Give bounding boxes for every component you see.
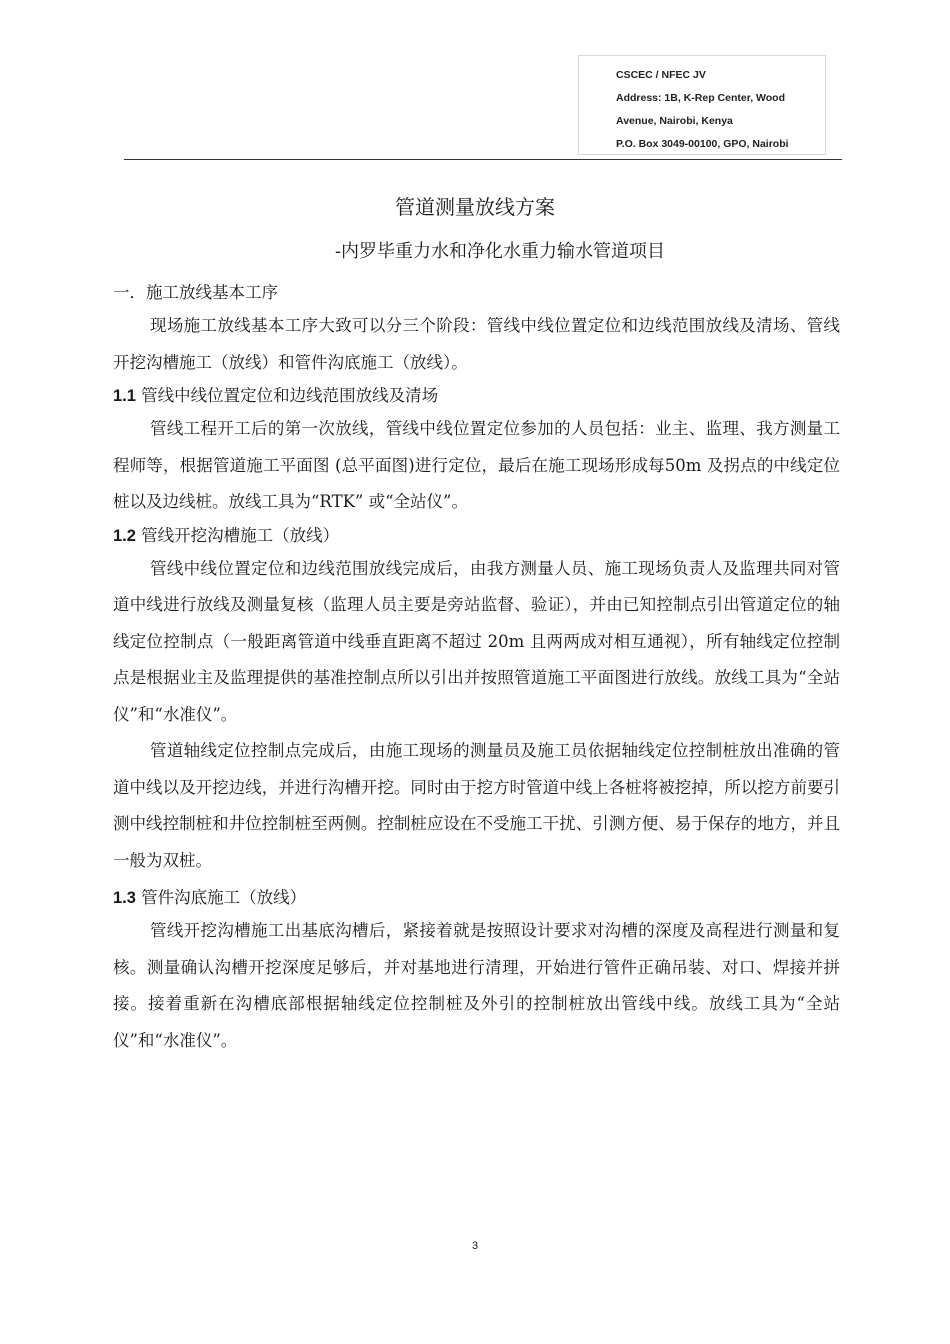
paragraph-1-2-a: 管线中线位置定位和边线范围放线完成后，由我方测量人员、施工现场负责人及监理共同对管道中线进行放线及测量复核（监理人员主要是旁站监督、验证），并由已知控制点引出管道定位的轴线定位控制点（一般距离管道中线垂直距离不超过 20m 且两两成对相互通视），所有轴线定位控制点是根据业主及监理提供的基准控制点所以引出并按照管道施工平面图进行放线。放线工具为“全站仪”和“水准仪”。 <box>113 558 840 724</box>
paragraph-section-1: 现场施工放线基本工序大致可以分三个阶段：管线中线位置定位和边线范围放线及清场、管线开挖沟槽施工（放线）和管件沟底施工（放线）。 <box>113 316 840 372</box>
subsection-title: 管线开挖沟槽施工（放线） <box>135 525 340 545</box>
address-line-2: Avenue, Nairobi, Kenya <box>616 115 733 127</box>
page-number: 3 <box>471 1240 479 1252</box>
po-box: P.O. Box 3049-00100, GPO, Nairobi <box>616 138 789 150</box>
subsection-number: 1.1 <box>113 387 136 405</box>
subsection-heading-1-2 <box>113 521 840 551</box>
subsection-number: 1.2 <box>113 526 136 545</box>
subsection-heading-1-3 <box>113 883 840 913</box>
subsection-heading-1-1 <box>113 381 840 411</box>
company-name: CSCEC / NFEC JV <box>616 69 706 81</box>
subsection-title: 管件沟底施工（放线） <box>135 888 307 907</box>
section-heading-1: 一．施工放线基本工序 <box>113 283 278 302</box>
address-line-1: Address: 1B, K-Rep Center, Wood <box>616 92 785 104</box>
document-title: 管道测量放线方案 <box>395 195 555 219</box>
subsection-number: 1.3 <box>113 889 136 907</box>
company-address-box <box>578 55 826 155</box>
document-body <box>113 278 840 1059</box>
header-divider <box>124 159 842 160</box>
document-subtitle: -内罗毕重力水和净化水重力输水管道项目 <box>334 241 666 262</box>
subsection-title: 管线中线位置定位和边线范围放线及清场 <box>135 386 439 405</box>
paragraph-1-3: 管线开挖沟槽施工出基底沟槽后，紧接着就是按照设计要求对沟槽的深度及高程进行测量和复核。测量确认沟槽开挖深度足够后，并对基地进行清理，开始进行管件正确吊装、对口、焊接并拼接。接着重新在沟槽底部根据轴线定位控制桩及外引的控制桩放出管线中线。放线工具为“全站仪”和“水准仪”。 <box>113 921 840 1050</box>
paragraph-1-1: 管线工程开工后的第一次放线，管线中线位置定位参加的人员包括：业主、监理、我方测量工程师等，根据管道施工平面图 (总平面图)进行定位，最后在施工现场形成每50m 及拐点的中线定位桩以及边线桩。放线工具为“RTK” 或“全站仪”。 <box>113 419 840 511</box>
paragraph-1-2-b: 管道轴线定位控制点完成后，由施工现场的测量员及施工员依据轴线定位控制桩放出准确的管道中线以及开挖边线，并进行沟槽开挖。同时由于挖方时管道中线上各桩将被挖掉，所以挖方前要引测中线控制桩和井位控制桩至两侧。控制桩应设在不受施工干扰、引测方便、易于保存的地方，并且一般为双桩。 <box>113 741 840 870</box>
